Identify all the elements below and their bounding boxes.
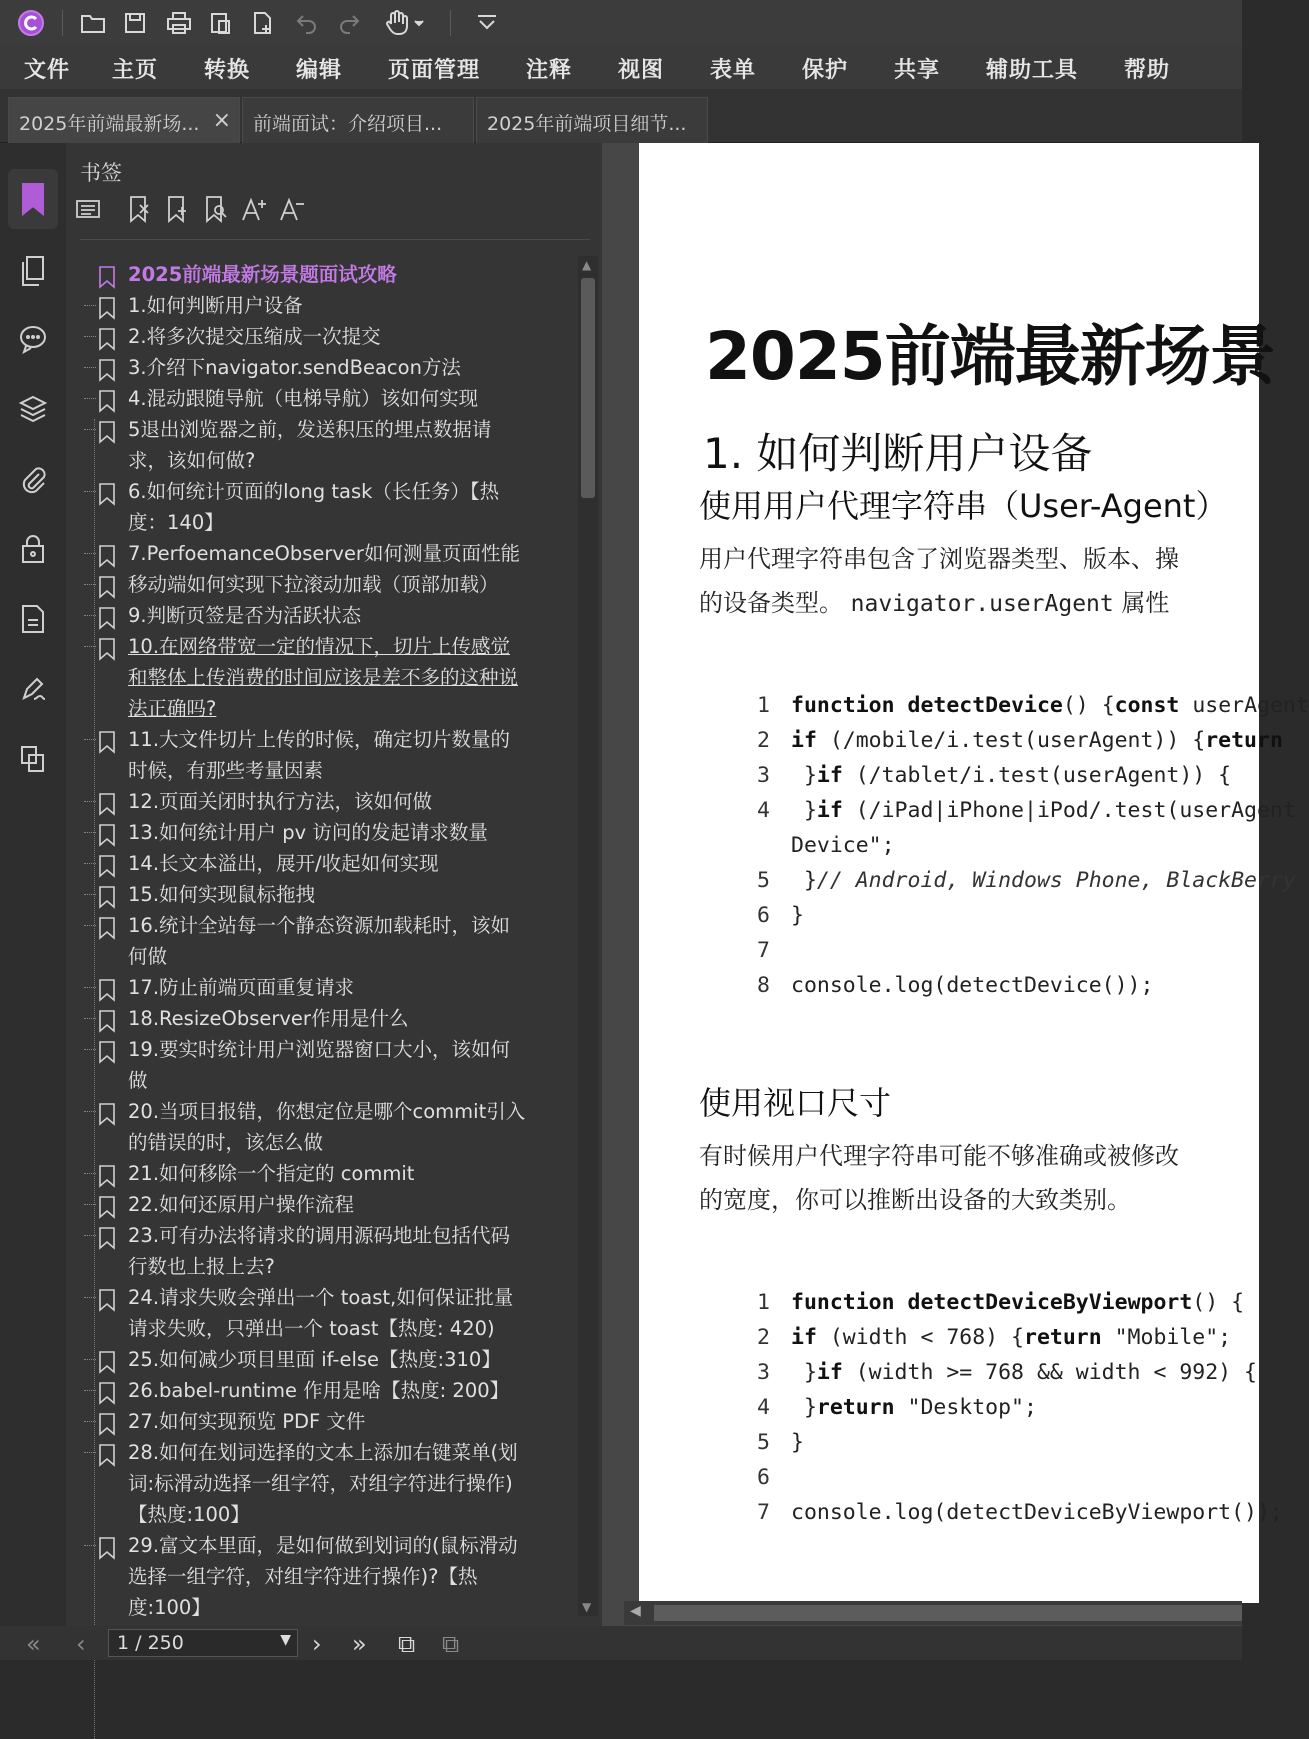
bookmark-scrollbar[interactable] (578, 256, 598, 1616)
bookmark-item[interactable] (76, 1158, 528, 1189)
bookmark-item[interactable] (76, 1034, 528, 1096)
paragraph-line: 有时候用户代理字符串可能不够准确或被修改 (699, 1142, 1179, 1170)
bookmark-label: 24.请求失败会弹出一个 toast,如何保证批量请求失败，只弹出一个 toast【热度: 420) (128, 1286, 514, 1340)
bookmark-item[interactable] (76, 476, 528, 538)
menu-protect[interactable]: 保护 (802, 58, 849, 83)
document-tab[interactable] (242, 97, 474, 143)
bookmark-item[interactable] (76, 910, 528, 972)
bookmark-label: 12.页面关闭时执行方法，该如何做 (128, 790, 433, 813)
menu-accessibility-tools[interactable]: 辅助工具 (986, 58, 1079, 83)
bookmark-item[interactable] (76, 1003, 528, 1034)
pdf-page: 2025前端最新场景 1. 如何判断用户设备 使用用户代理字符串（User-Agent） 用户代理字符串包含了浏览器类型、版本、操 的设备类型。 navigator.userAgent 属性 1 function detectDevice() {const userAgent 2 if (/mobile/i.test(userAgent)) {return 3 }if (/tablet/i.test(userAgent)) { 4 }if (/iPad|iPhone|iPod/.test(userAgent Device"; 5 }// Android, Windows Phone, BlackBerry 6 } 7 8 console.log(detectDevice()); 使用视口尺寸 有时候用户代理字符串可能不够准确或被修改 的宽度，你可以推断出设备的大致类别。 1 function detectDeviceByViewport() { 2 if (width < 768) {return "Mobile"; 3 }if (width >= 768 && width < 992) { 4 }return "Desktop"; 5 } 6 7 console.log(detectDeviceByViewport()); (639, 143, 1259, 1603)
menu-convert[interactable]: 转换 (204, 58, 251, 83)
menu-help[interactable]: 帮助 (1124, 58, 1171, 83)
bookmark-panel (66, 143, 602, 1626)
bookmark-item[interactable] (76, 631, 528, 724)
print-icon[interactable] (162, 6, 196, 40)
document-tab[interactable] (8, 97, 240, 143)
bookmark-icon (98, 1537, 116, 1559)
menu-edit[interactable]: 编辑 (296, 58, 343, 83)
bookmark-icon (98, 1165, 116, 1187)
redo-icon[interactable] (332, 6, 366, 40)
chevron-down-icon[interactable]: ▼ (280, 1632, 291, 1648)
save-icon[interactable] (118, 6, 152, 40)
undo-icon[interactable] (290, 6, 324, 40)
last-page-icon[interactable]: » (352, 1630, 367, 1658)
open-folder-icon[interactable] (76, 6, 110, 40)
bookmark-item[interactable] (76, 290, 528, 321)
bookmark-label: 26.babel-runtime 作用是啥【热度: 200】 (128, 1379, 510, 1402)
bookmark-icon (98, 793, 116, 815)
paragraph-line: 的设备类型。 navigator.userAgent 属性 (699, 589, 1170, 617)
bookmark-icon (98, 359, 116, 381)
app-logo-icon (14, 6, 48, 40)
bookmark-icon (98, 483, 116, 505)
bookmark-label: 移动端如何实现下拉滚动加载（顶部加载） (128, 573, 499, 596)
first-page-icon[interactable]: « (26, 1630, 41, 1658)
decrease-font-icon[interactable] (276, 193, 308, 225)
customize-toolbar-icon[interactable] (470, 6, 504, 40)
bookmark-icon (98, 824, 116, 846)
bookmark-icon (98, 1196, 116, 1218)
page-number-input[interactable] (108, 1629, 298, 1657)
bookmark-label: 20.当项目报错，你想定位是哪个commit引入的错误的时，该怎么做 (128, 1100, 526, 1154)
comments-icon[interactable] (8, 309, 58, 369)
bookmark-tree (76, 259, 576, 1626)
bookmark-item[interactable] (76, 786, 528, 817)
bookmark-label: 17.防止前端页面重复请求 (128, 976, 355, 999)
menu-share[interactable]: 共享 (894, 58, 941, 83)
bookmark-label: 7.PerfoemanceObserver如何测量页面性能 (128, 542, 520, 565)
pages-thumbnail-icon[interactable] (8, 241, 58, 301)
bookmark-item[interactable] (76, 1375, 528, 1406)
scroll-left-arrow-icon[interactable]: ◀ (630, 1603, 641, 1619)
bookmark-item[interactable] (76, 1344, 528, 1375)
bookmark-icon (98, 1010, 116, 1032)
page-number-value: 1 / 250 (117, 1632, 184, 1654)
menu-page-management[interactable]: 页面管理 (388, 58, 481, 83)
bookmark-icon (98, 979, 116, 1001)
bookmark-icon (98, 1041, 116, 1063)
new-document-icon[interactable] (246, 6, 280, 40)
bookmark-icon (98, 1413, 116, 1435)
bookmark-label: 21.如何移除一个指定的 commit (128, 1162, 415, 1185)
signature-pen-icon[interactable] (8, 659, 58, 719)
bookmark-label: 2.将多次提交压缩成一次提交 (128, 325, 381, 348)
bookmark-item[interactable] (76, 817, 528, 848)
bookmark-item[interactable] (76, 538, 528, 569)
bookmark-label: 19.要实时统计用户浏览器窗口大小，该如何做 (128, 1038, 511, 1092)
bookmark-item[interactable] (76, 383, 528, 414)
document-title: 2025前端最新场景 (705, 318, 1275, 395)
bookmark-label: 9.判断页签是否为活跃状态 (128, 604, 362, 627)
previous-view-icon[interactable]: ⧉ (398, 1630, 416, 1658)
bookmark-icon (98, 421, 116, 443)
subsection-heading: 使用视口尺寸 (699, 1084, 892, 1122)
menu-comment[interactable]: 注释 (526, 58, 573, 83)
bookmark-label: 28.如何在划词选择的文本上添加右键菜单(划词:标滑动选择一组字符，对组字符进行操作)【热度:100】 (128, 1441, 518, 1526)
bookmark-item[interactable] (76, 1189, 528, 1220)
document-horizontal-scrollbar[interactable] (624, 1601, 1242, 1625)
scrollbar-thumb[interactable] (581, 278, 595, 498)
bookmark-label: 15.如何实现鼠标拖拽 (128, 883, 316, 906)
panel-title: 书签 (80, 161, 122, 185)
bookmark-icon (98, 1444, 116, 1466)
bookmark-icon (98, 886, 116, 908)
bookmark-label: 22.如何还原用户操作流程 (128, 1193, 355, 1216)
scrollbar-thumb[interactable] (654, 1605, 1242, 1621)
bookmark-label: 6.如何统计页面的long task（长任务）【热度：140】 (128, 480, 500, 534)
close-icon[interactable]: × (212, 108, 231, 133)
menu-view[interactable]: 视图 (618, 58, 665, 83)
next-page-icon[interactable]: › (312, 1630, 322, 1658)
delete-bookmark-icon[interactable] (124, 193, 156, 225)
bookmark-item[interactable] (76, 352, 528, 383)
security-lock-icon[interactable] (8, 519, 58, 579)
bookmark-icon (98, 731, 116, 753)
document-tab-bar (0, 89, 1242, 143)
bookmark-icon (98, 390, 116, 412)
bookmark-label: 3.介绍下navigator.sendBeacon方法 (128, 356, 461, 379)
bookmark-item[interactable] (76, 1437, 528, 1530)
quick-access-toolbar (0, 0, 1242, 45)
bookmark-item[interactable] (76, 972, 528, 1003)
bookmark-list-icon[interactable] (72, 193, 104, 225)
bookmark-item[interactable] (76, 1282, 528, 1344)
document-viewport (602, 143, 1309, 1626)
bookmark-label: 1.如何判断用户设备 (128, 294, 303, 317)
bookmark-item[interactable] (76, 1096, 528, 1158)
bookmark-item[interactable] (76, 569, 528, 600)
bookmark-icon (98, 638, 116, 660)
bookmark-icon (98, 576, 116, 598)
increase-font-icon[interactable] (238, 193, 270, 225)
section-heading: 1. 如何判断用户设备 (703, 429, 1093, 478)
menu-home[interactable]: 主页 (112, 58, 159, 83)
bookmark-item[interactable] (76, 600, 528, 631)
bookmark-icon (98, 545, 116, 567)
bookmark-label: 18.ResizeObserver作用是什么 (128, 1007, 409, 1030)
scroll-down-arrow-icon[interactable]: ▼ (582, 1600, 592, 1614)
bookmark-icon (98, 1227, 116, 1249)
bookmark-item[interactable] (76, 1530, 528, 1623)
bookmark-label: 14.长文本溢出，展开/收起如何实现 (128, 852, 439, 875)
menu-file[interactable]: 文件 (24, 58, 71, 83)
previous-page-icon[interactable]: ‹ (76, 1630, 86, 1658)
paragraph-line: 的宽度，你可以推断出设备的大致类别。 (699, 1186, 1131, 1214)
bookmark-label: 29.富文本里面，是如何做到划词的(鼠标滑动选择一组字符，对组字符进行操作)?【热度:100】 (128, 1534, 518, 1619)
hand-tool-icon[interactable] (380, 6, 430, 40)
attachment-icon[interactable] (8, 449, 58, 509)
bookmark-item[interactable] (76, 848, 528, 879)
bookmark-label: 27.如何实现预览 PDF 文件 (128, 1410, 366, 1433)
document-tab[interactable] (476, 97, 708, 143)
bookmark-label: 25.如何减少项目里面 if-else【热度:310】 (128, 1348, 501, 1371)
bookmark-item[interactable] (76, 321, 528, 352)
paragraph-line: 用户代理字符串包含了浏览器类型、版本、操 (699, 545, 1179, 573)
tab-label: 2025年前端项目细节... (487, 113, 687, 135)
page-navigation-bar (0, 1626, 1242, 1660)
menu-bar (0, 45, 1242, 89)
tab-label: 前端面试：介绍项目... (253, 113, 443, 135)
bookmark-icon (98, 1351, 116, 1373)
bookmark-item[interactable] (76, 724, 528, 786)
bookmark-label: 11.大文件切片上传的时候，确定切片数量的时候，有那些考量因素 (128, 728, 511, 782)
bookmark-item[interactable] (76, 414, 528, 476)
bookmark-icon (98, 855, 116, 877)
add-bookmark-icon[interactable] (162, 193, 194, 225)
bookmark-label: 10.在网络带宽一定的情况下，切片上传感觉和整体上传消费的时间应该是差不多的这种说法正确吗? (128, 635, 519, 720)
bookmark-icon (98, 607, 116, 629)
bookmark-label: 2025前端最新场景题面试攻略 (128, 263, 397, 286)
find-bookmark-icon[interactable] (200, 193, 232, 225)
bookmark-item[interactable] (76, 1220, 528, 1282)
scroll-up-arrow-icon[interactable]: ▲ (582, 258, 592, 272)
bookmark-root-item[interactable] (76, 259, 528, 290)
bookmark-icon (98, 1382, 116, 1404)
bookmark-label: 4.混动跟随导航（电梯导航）该如何实现 (128, 387, 479, 410)
bookmark-item[interactable] (76, 1406, 528, 1437)
compare-documents-icon[interactable] (8, 729, 58, 789)
document-properties-icon[interactable] (8, 589, 58, 649)
side-navigation-rail (0, 143, 66, 1626)
bookmark-label: 23.可有办法将请求的调用源码地址包括代码行数也上报上去? (128, 1224, 511, 1278)
bookmark-icon (98, 1289, 116, 1311)
bookmark-label: 13.如何统计用户 pv 访问的发起请求数量 (128, 821, 488, 844)
bookmark-icon (98, 1103, 116, 1125)
tab-label: 2025年前端最新场... (19, 113, 200, 135)
menu-form[interactable]: 表单 (710, 58, 757, 83)
next-view-icon[interactable]: ⧉ (442, 1630, 460, 1658)
subsection-heading: 使用用户代理字符串（User-Agent） (699, 487, 1228, 525)
bookmark-panel-icon[interactable] (8, 169, 58, 229)
bookmark-icon (98, 917, 116, 939)
bookmark-label: 16.统计全站每一个静态资源加载耗时，该如何做 (128, 914, 511, 968)
document-copy-icon[interactable] (204, 6, 238, 40)
bookmark-icon (98, 297, 116, 319)
layers-icon[interactable] (8, 379, 58, 439)
bookmark-icon (98, 266, 116, 288)
bookmark-label: 5退出浏览器之前，发送积压的埋点数据请求，该如何做? (128, 418, 492, 472)
bookmark-icon (98, 328, 116, 350)
bookmark-item[interactable] (76, 879, 528, 910)
